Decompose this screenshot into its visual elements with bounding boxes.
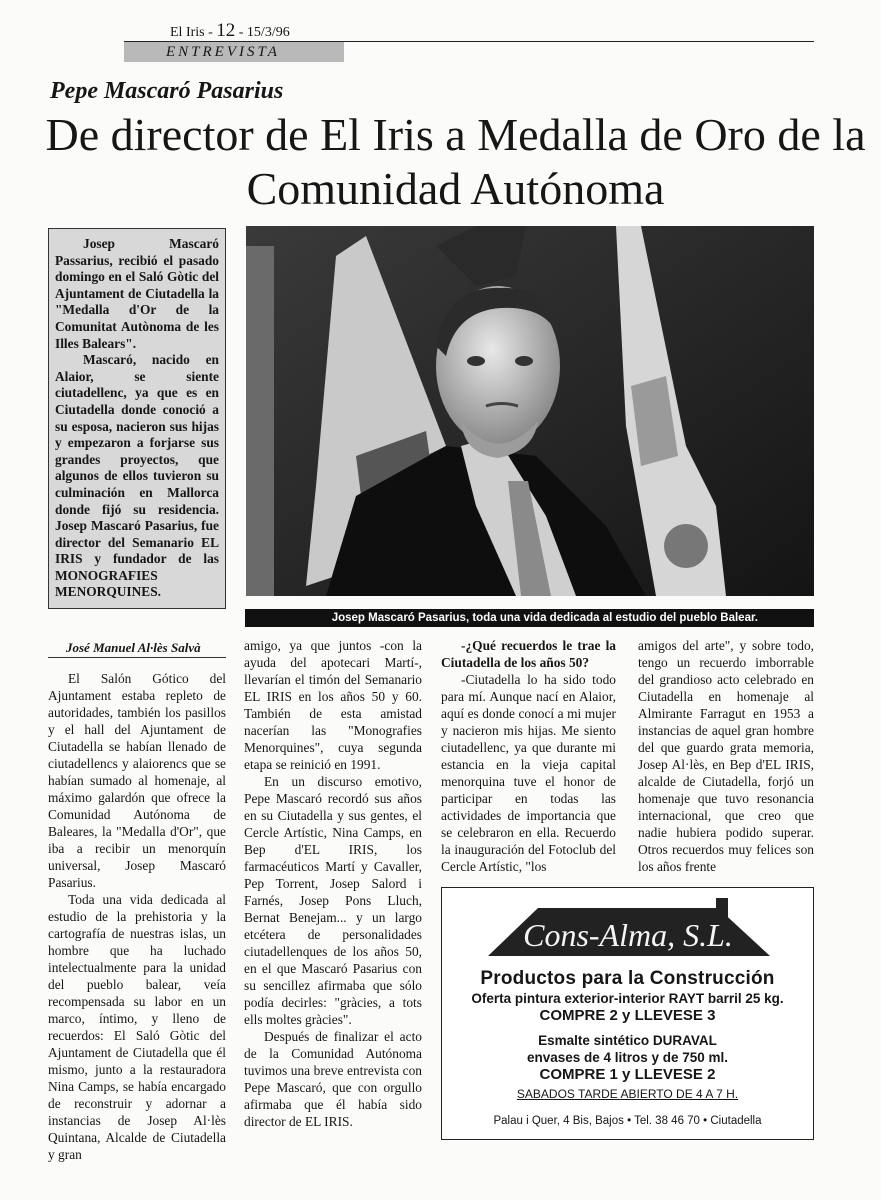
- section-label: ENTREVISTA: [124, 42, 344, 62]
- advertisement: [441, 887, 814, 1140]
- body-paragraph: amigo, ya que juntos -con la ayuda del apotecari Martí-, llevarían el timón del Semanario EL IRIS en los años 50 y 60. También de esta amistad nacerían las "Monografies Menorquines", cuya segunda etapa se reinició en 1991.: [244, 638, 422, 772]
- flag-emblem: [664, 524, 708, 568]
- brand-name: Cons-Alma, S.L.: [522, 917, 733, 953]
- photo-illustration: [246, 226, 814, 596]
- article-headline: De director de El Iris a Medalla de Oro de la Comunidad Autónoma: [45, 109, 866, 214]
- ad-offer-line: COMPRE 1 y LLEVESE 2: [539, 1066, 716, 1083]
- body-column-1: [48, 670, 226, 1163]
- left-wall-panel: [246, 246, 274, 596]
- body-paragraph: En un discurso emotivo, Pepe Mascaró recordó sus años en su Ciutadella y sus gentes, el Cercle Artístic, Nina Camps, en Bep d'EL IRIS, los farmacéuticos Martí y Cavaller, Pep Torrent, Josep Salord i Farnés, Josep Pons Lluch, Bernat Benejam... y un largo etcétera de personalidades ciutadellenques de los años 50, en el que Mascaró Pasarius con su sencillez afirmaba que sólo podía decirles: "gràcies, a tots ells moltes gràcies".: [244, 774, 422, 1027]
- ad-offer-line: Oferta pintura exterior-interior RAYT barril 25 kg.: [471, 991, 784, 1006]
- right-eye: [515, 356, 533, 366]
- body-paragraph: amigos del arte", y sobre todo, tengo un recuerdo imborrable del grandioso acto celebrado en Ciutadella en homenaje al Almirante Farragut en 1953 a instancias de aquel gran hombre del que guardo grata memoria, Josep Al·lès, en Bep d'EL IRIS, alcalde de Ciutadella, forjó un homenaje que tuvo resonancia internacional, que creo que nadie hubiera podido superar. Otros recuerdos muy felices son los años frente: [638, 638, 814, 874]
- byline-rule: [48, 657, 226, 658]
- ad-offer-line: COMPRE 2 y LLEVESE 3: [539, 1007, 716, 1024]
- lede-box: [48, 228, 226, 609]
- photo-caption: Josep Mascaró Pasarius, toda una vida dedicada al estudio del pueblo Balear.: [245, 609, 814, 627]
- byline: José Manuel Al·lès Salvà: [66, 640, 201, 655]
- body-paragraph: Después de finalizar el acto de la Comunidad Autónoma tuvimos una breve entrevista con Pepe Mascaró, que con orgullo afirmaba que él había sido director de EL IRIS.: [244, 1029, 422, 1129]
- body-column-4: [638, 637, 814, 875]
- ad-offer-line: envases de 4 litros y de 750 ml.: [526, 1050, 729, 1065]
- page-header: [170, 20, 290, 42]
- body-paragraph: Toda una vida dedicada al estudio de la prehistoria y la cartografía de nuestras islas, un hombre que ha luchado intelectualmente para la unidad del pueblo balear, veía recompensada su labor en un marco, íntimo, y lleno de recuerdos: El Saló Gòtic del Ajuntament de Ciutadella que él mismo, junto a la restauradora Nina Camps, se había encargado de reconstruir y adornar a instancias de Josep Al·lès Quintana, Alcalde de Ciutadella y gran: [48, 892, 226, 1162]
- ad-tagline: Productos para la Construcción: [480, 968, 775, 989]
- lede-paragraph: Josep Mascaró Passarius, recibió el pasado domingo en el Saló Gòtic del Ajuntament de Ciutadella la "Medalla d'Or de la Comunitat Autònoma de les Illes Balears".: [55, 236, 219, 351]
- portrait-photo: [246, 226, 814, 596]
- interview-answer: -Ciutadella lo ha sido todo para mí. Aunque nací en Alaior, aquí es donde conocí a mi mujer y nacieron mis hijas. Me siento ciutadellenc, ya que durante mi estancia en la vieja capital menorquina tuve el honor de participar en todas las actividades de importancia que se celebraron en ella. Recuerdo la inauguración del Fotoclub del Cercle Artístic, "los: [441, 672, 616, 874]
- body-column-3: [441, 637, 616, 875]
- body-column-2: [244, 637, 422, 1130]
- left-eye: [467, 356, 485, 366]
- ad-hours: SABADOS TARDE ABIERTO DE 4 A 7 H.: [516, 1087, 739, 1101]
- brand-logo: [478, 894, 778, 962]
- page-number: 12: [216, 20, 236, 41]
- lede-paragraph: Mascaró, nacido en Alaior, se siente ciutadellenc, ya que es en Ciutadella donde conoció a su esposa, nacieron sus hijas y empezaron a forjarse sus grandes proyectos, que algunos de ellos tuvieron su culminación en Mallorca donde fijó su residencia. Josep Mascaró Pasarius, fue director del Semanario EL IRIS y fundador de las MONOGRAFIES MENORQUINES.: [55, 352, 219, 600]
- article-kicker: Pepe Mascaró Pasarius: [50, 78, 284, 104]
- ad-offer-line: Esmalte sintético DURAVAL: [538, 1033, 717, 1048]
- body-paragraph: El Salón Gótico del Ajuntament estaba repleto de autoridades, también los pasillos y el hall del Ajuntament de Ciutadella se habían llenado de ciutadellencs y alaiorencs que se habían sumado al homenaje, al máximo galardón que ofrece la Comunidad Autónoma de Baleares, la "Medalla d'Or", que iba a recibir un menorquín universal, Josep Mascaró Pasarius.: [48, 671, 226, 890]
- paper-name: El Iris -: [170, 25, 213, 40]
- interview-question: -¿Qué recuerdos le trae la Ciutadella de los años 50?: [441, 638, 616, 670]
- issue-date: - 15/3/96: [238, 25, 290, 40]
- ad-address: Palau i Quer, 4 Bis, Bajos • Tel. 38 46 70 • Ciutadella: [493, 1115, 762, 1127]
